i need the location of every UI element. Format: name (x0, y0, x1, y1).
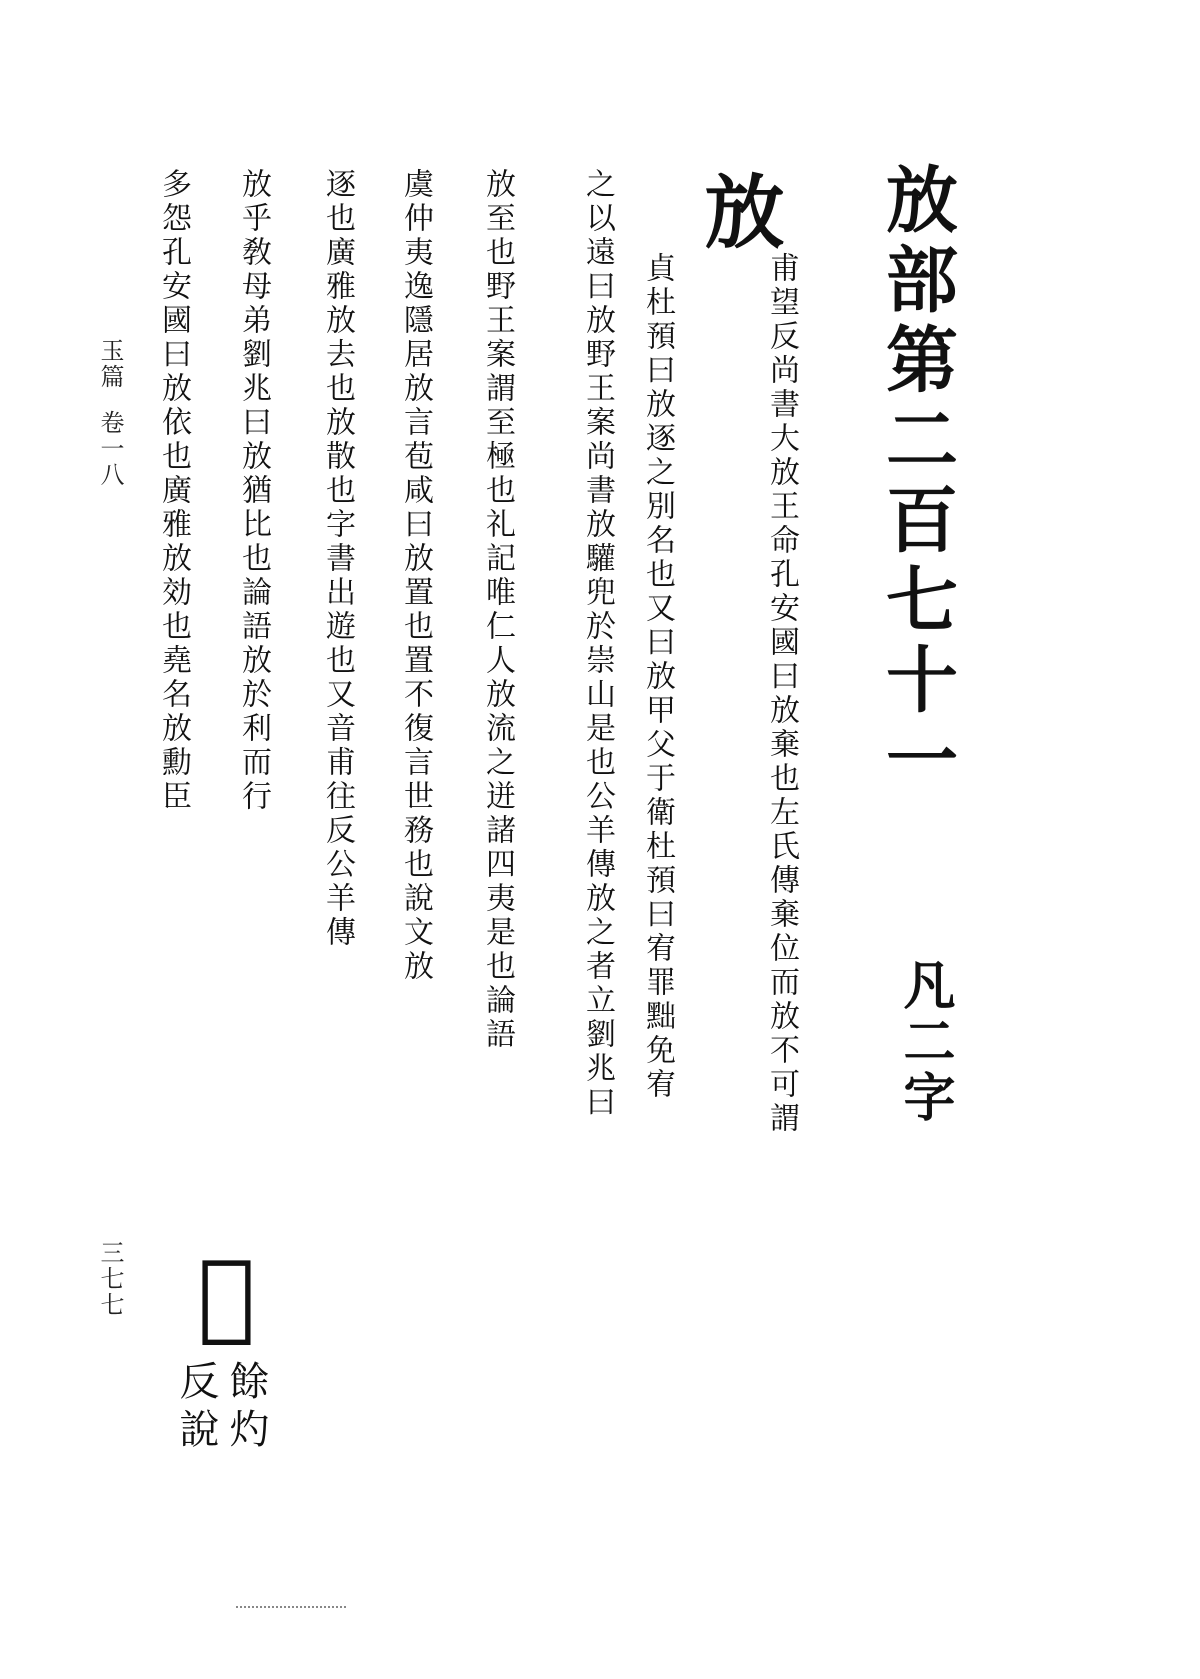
scan-artifact (236, 1606, 346, 1610)
commentary-column-4: 放至也野王案謂至極也礼記唯仁人放流之迸諸四夷是也論語 (480, 168, 515, 1052)
commentary-column-5: 虞仲夷逸隱居放言苞咸曰放置也置不復言世務也說文放 (398, 168, 433, 984)
section-character-count: 凡二字 (894, 958, 955, 1126)
commentary-column-6: 逐也廣雅放去也放散也字書出遊也又音甫往反公羊傳 (320, 168, 355, 950)
commentary-column-1: 甫望反尚書大放王命孔安國曰放棄也左氏傳棄位而放不可謂 (764, 252, 799, 1136)
page-number: 三七七 (96, 1240, 124, 1318)
pronunciation-note-continued: 反說 (173, 1360, 219, 1456)
commentary-column-8: 多怨孔安國曰放依也廣雅放効也堯名放勳臣 (156, 168, 191, 814)
volume-number: 卷一八 (96, 410, 124, 488)
pronunciation-note: 餘灼 (223, 1360, 269, 1456)
headword-2: 𣀈 (170, 1238, 283, 1351)
margin-book-title (98, 338, 122, 488)
section-title: 放部第二百七十一 (874, 162, 959, 802)
headword-1: 放 (691, 170, 785, 250)
book-title: 玉篇 (96, 338, 124, 390)
commentary-column-3: 之以遠曰放野王案尚書放驩兜於崇山是也公羊傳放之者立劉兆曰 (580, 168, 615, 1120)
commentary-column-7: 放乎敎母弟劉兆曰放猶比也論語放於利而行 (236, 168, 271, 814)
commentary-column-2: 貞杜預曰放逐之別名也又曰放甲父于衛杜預曰宥罪黜免宥 (640, 252, 675, 1102)
